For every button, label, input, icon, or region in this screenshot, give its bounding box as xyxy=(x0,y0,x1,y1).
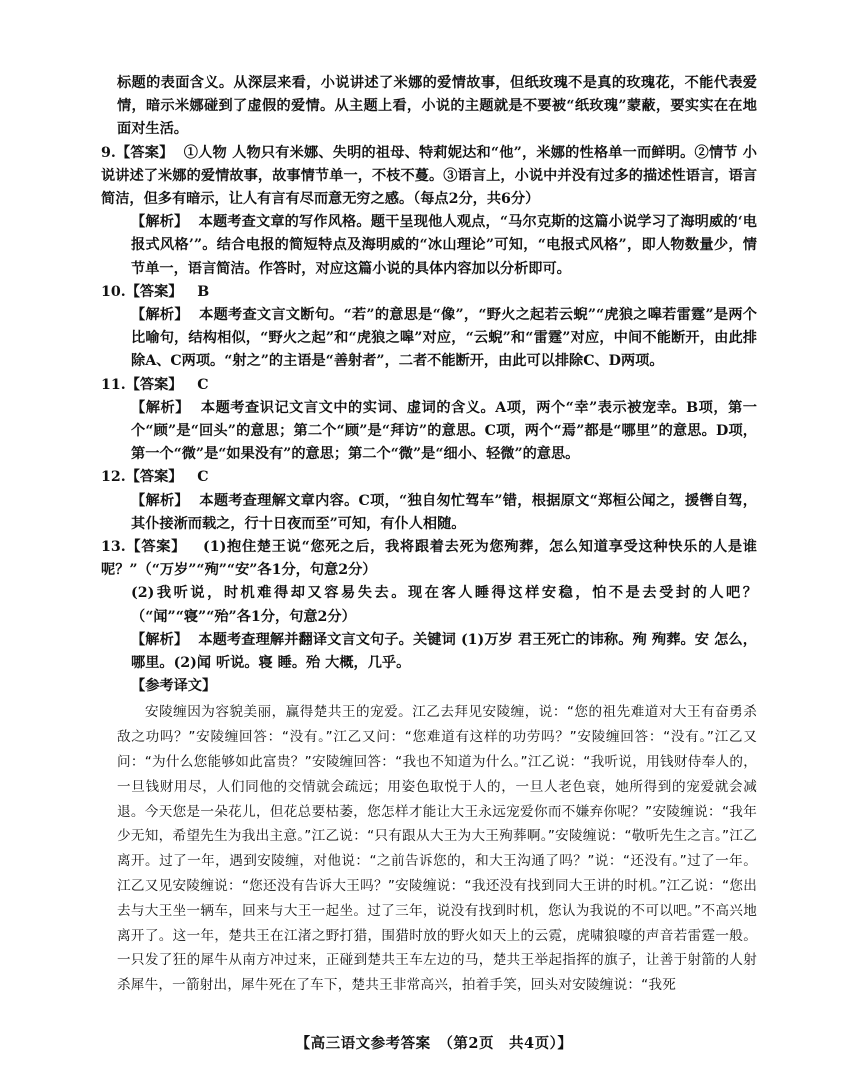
question-13-answer-2: (2)我听说，时机难得却又容易失去。现在客人睡得这样安稳，怕不是去受封的人吧？（“闻”“寝”“殆”各1分，句意2分） xyxy=(131,585,757,625)
question-11-answer xyxy=(101,374,757,397)
question-number: 12. xyxy=(101,469,126,486)
answer-text: B xyxy=(197,283,210,300)
answer-text-1: (1)抱住楚王说“您死之后，我将跟着去死为您殉葬，怎么知道享受这种快乐的人是谁呢？”（“万岁”“殉”“安”各1分，句意2分） xyxy=(101,539,757,579)
answer-content xyxy=(101,72,757,998)
question-number: 10. xyxy=(101,283,126,300)
answer-text: C xyxy=(197,469,209,486)
analysis-tag: 【解析】 xyxy=(131,214,189,231)
answer-tag: 【答案】 xyxy=(115,144,174,161)
translation-title: 【参考译文】 xyxy=(131,678,217,695)
question-13-answer xyxy=(101,536,757,582)
question-12-analysis xyxy=(117,490,757,536)
analysis-tag: 【解析】 xyxy=(131,631,189,648)
question-10-answer xyxy=(101,281,757,304)
question-12-answer xyxy=(101,466,757,489)
intro-paragraph: 标题的表面含义。从深层来看，小说讲述了米娜的爱情故事，但纸玫瑰不是真的玫瑰花，不能代表爱情，暗示米娜碰到了虚假的爱情。从主题上看，小说的主题就是不要被“纸玫瑰”蒙蔽，要实实在在地面对生活。 xyxy=(117,75,757,138)
page-footer: 【高三语文参考答案 （第2页 共4页）】 xyxy=(295,1035,573,1052)
question-number: 9. xyxy=(101,144,116,161)
analysis-text: 本题考查理解文章内容。C项，“独自匆忙驾车”错，根据原文“郑桓公闻之，援辔自驾，其仆接淅而载之，行十日夜而至”可知，有仆人相随。 xyxy=(131,492,757,532)
question-10-analysis xyxy=(117,304,757,374)
analysis-tag: 【解析】 xyxy=(131,307,189,324)
question-number: 13. xyxy=(101,539,126,556)
analysis-text: 本题考查文言文断句。“若”的意思是“像”，“野火之起若云蜺”“虎狼之嗥若雷霆”是两个比喻句，结构相似，“野火之起”和“虎狼之嗥”对应，“云蜺”和“雷霆”对应，中间不能断开，由此排除A、C两项。“射之”的主语是“善射者”，二者不能断开，由此可以排除C、D两项。 xyxy=(131,307,757,370)
answer-tag: 【答案】 xyxy=(125,539,187,556)
analysis-text: 本题考查理解并翻译文言文句子。关键词 (1)万岁 君王死亡的讳称。殉 殉葬。安 怎么，哪里。(2)闻 听说。寝 睡。殆 大概，几乎。 xyxy=(131,631,757,672)
analysis-text: 本题考查文章的写作风格。题干呈现他人观点，“马尔克斯的这篇小说学习了海明威的‘电报式风格’”。结合电报的简短特点及海明威的“冰山理论”可知，“电报式风格”，即人物数量少，情节单一，语言简洁。作答时，对应这篇小说的具体内容加以分析即可。 xyxy=(131,214,757,277)
analysis-tag: 【解析】 xyxy=(131,399,190,416)
question-11-analysis xyxy=(117,397,757,467)
question-9-analysis xyxy=(117,211,757,281)
analysis-text: 本题考查识记文言文中的实词、虚词的含义。A项，两个“幸”表示被宠幸。B项，第一个“顾”是“回头”的意思；第二个“顾”是“拜访”的意思。C项，两个“焉”都是“哪里”的意思。D项，第一个“微”是“如果没有”的意思；第二个“微”是“细小、轻微”的意思。 xyxy=(131,399,757,463)
translation-text: 安陵缠因为容貌美丽，赢得楚共王的宠爱。江乙去拜见安陵缠，说：“您的祖先难道对大王有奋勇杀敌之功吗？”安陵缠回答：“没有。”江乙又问：“您难道有这样的功劳吗？”安陵缠回答：“没有。”江乙又问：“为什么您能够如此富贵？”安陵缠回答：“我也不知道为什么。”江乙说：“我听说，用钱财侍奉人的，一旦钱财用尽，人们同他的交情就会疏远；用姿色取悦于人的，一旦人老色衰，她所得到的宠爱就会减退。今天您是一朵花儿，但花总要枯萎，您怎样才能让大王永远宠爱你而不嫌弃你呢？”安陵缠说：“我年少无知，希望先生为我出主意。”江乙说：“只有跟从大王为大王殉葬啊。”安陵缠说：“敬听先生之言。”江乙离开。过了一年，遇到安陵缠，对他说：“之前告诉您的，和大王沟通了吗？”说：“还没有。”过了一年。江乙又见安陵缠说：“您还没有告诉大王吗？”安陵缠说：“我还没有找到同大王讲的时机。”江乙说：“您出去与大王坐一辆车，回来与大王一起坐。过了三年，说没有找到时机，您认为我说的不可以吧。”不高兴地离开了。这一年，楚共王在江渚之野打猎，围猎时放的野火如天上的云霓，虎啸狼嚎的声音若雷霆一般。一只发了狂的犀牛从南方冲过来，正碰到楚共王车左边的马，楚共王举起指挥的旗子，让善于射箭的人射杀犀牛，一箭射出，犀牛死在了车下，楚共王非常高兴，拍着手笑，回头对安陵缠说：“我死 xyxy=(117,704,757,994)
question-number: 11. xyxy=(101,376,126,393)
question-9-answer xyxy=(101,142,757,212)
answer-tag: 【答案】 xyxy=(125,469,183,486)
answer-tag: 【答案】 xyxy=(125,376,183,393)
question-13-analysis xyxy=(117,629,757,675)
answer-text: C xyxy=(197,376,209,393)
answer-text: ①人物 人物只有米娜、失明的祖母、特莉妮达和“他”，米娜的性格单一而鲜明。②情节 小说讲述了米娜的爱情故事，故事情节单一，不枝不蔓。③语言上，小说中并没有过多的描述性语言，语言简洁，但多有暗示，让人有言有尽而意无穷之感。（每点2分，共6分） xyxy=(101,144,757,208)
analysis-tag: 【解析】 xyxy=(131,492,189,509)
answer-tag: 【答案】 xyxy=(125,283,183,300)
